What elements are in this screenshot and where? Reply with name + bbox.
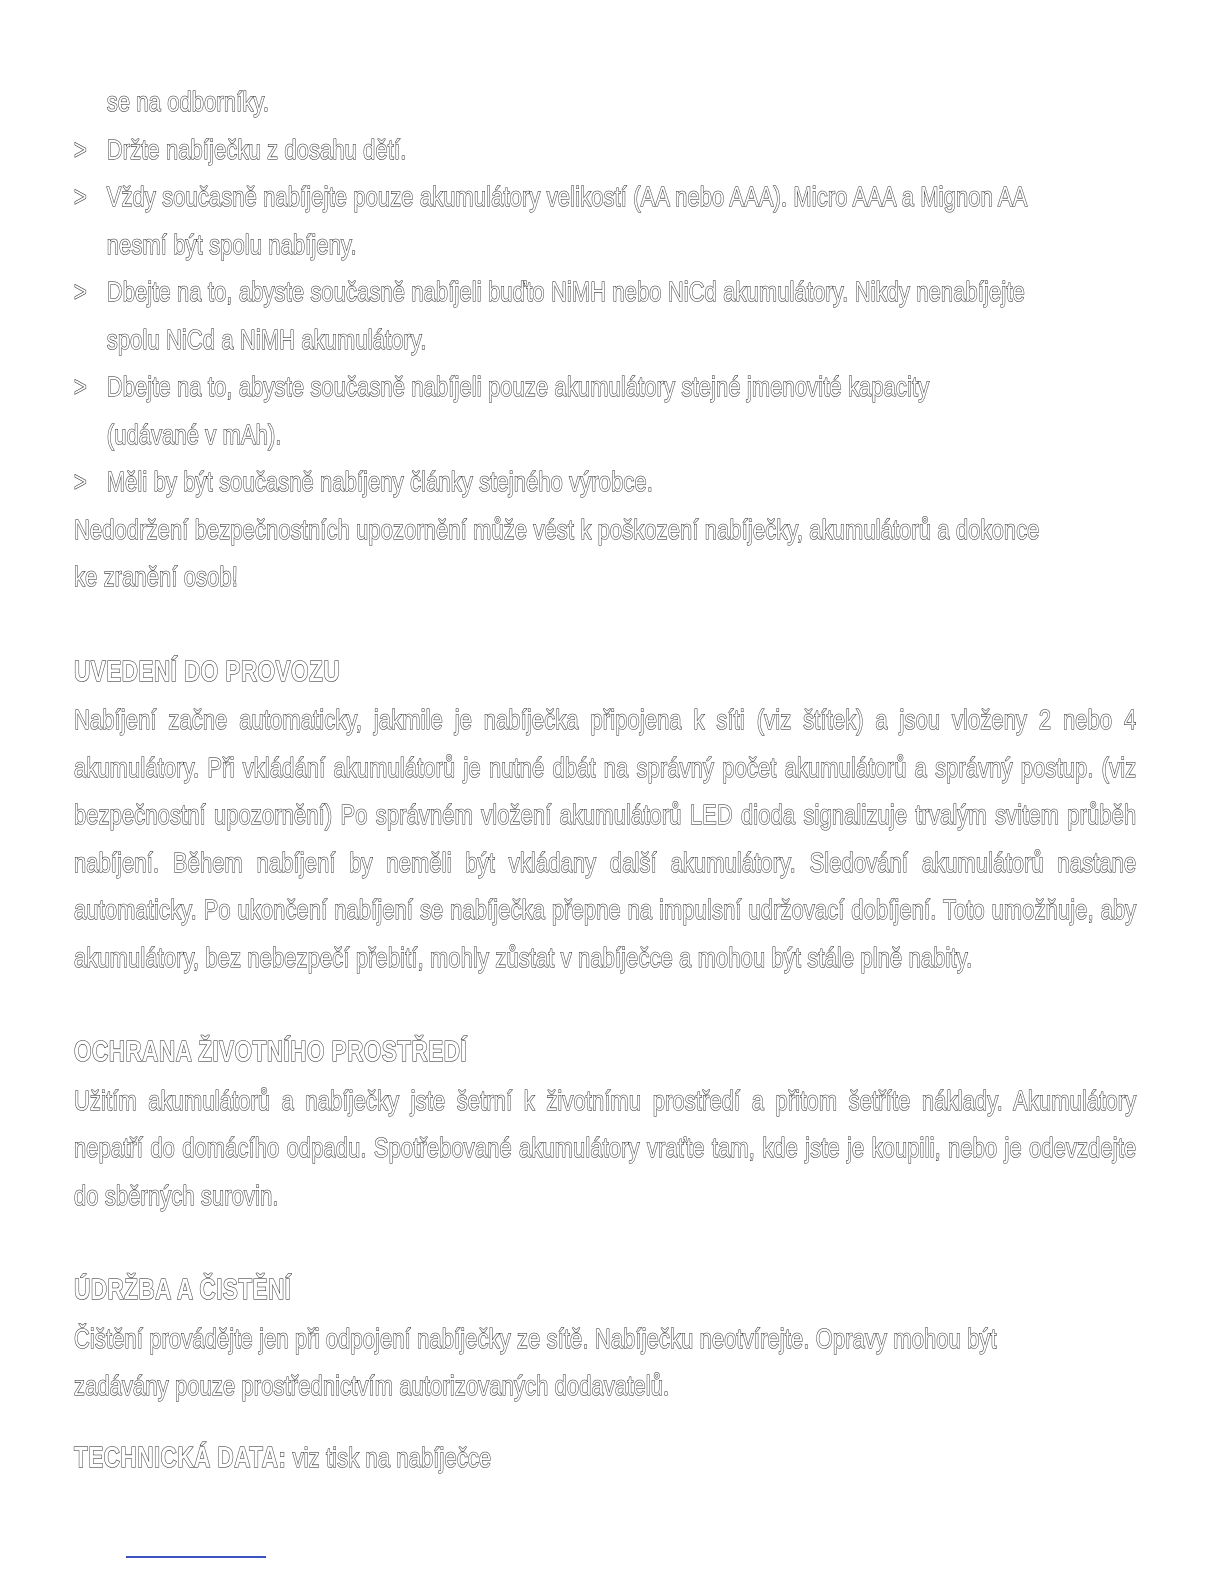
section-body: Nabíjení začne automaticky, jakmile je nabíječka připojena k síti (viz štítek) a jsou vloženy 2 nebo 4 akumulátory. Při vkládání akumulátorů je nutné dbát na správný počet akumulátorů a správný postup. (viz bezpečnostní upozornění) Po správném vložení akumulátorů LED dioda signalizuje trvalým svitem průběh nabíjení. Během nabíjení by neměli být vkládany další akumulátory. Sledování akumulátorů nastane automaticky. Po ukončení nabíjení se nabíječka přepne na impulsní udržovací dobíjení. Toto umožňuje, aby akumulátory, bez nebezpečí přebití, mohly zůstat v nabíječce a mohou být stále plně nabity. [74,704,1137,973]
section-heading: UVEDENÍ DO PROVOZU [74,655,340,688]
warning-line: ke zranění osob! [74,561,238,592]
bullet-item [74,268,1169,363]
bullet-line: spolu NiCd a NiMH akumulátory. [106,323,427,355]
section-body [74,1315,1136,1410]
bullet-marker: > [74,371,87,402]
bullet-line: Měli by být současně nabíjeny články stejného výrobce. [106,466,653,497]
body-line: zadávány pouze prostřednictvím autorizovaných dodavatelů. [74,1370,670,1401]
bullet-line: Vždy současně nabíjejte pouze akumulátory velikostí (AA nebo AAA). Micro AAA a Mignon AA [106,181,1028,212]
bullet-item [74,363,1169,458]
intro-continuation: se na odborníky. [106,86,270,117]
bullet-marker: > [74,276,87,307]
bullet-marker: > [74,181,87,212]
technical-data [74,1434,1136,1483]
bullet-item [74,173,1169,268]
bullet-line: Držte nabíječku z dosahu dětí. [106,133,407,165]
safety-bullet-list [74,126,1138,506]
section-heading: OCHRANA ŽIVOTNÍHO PROSTŘEDÍ [74,1036,467,1068]
bullet-marker: > [74,133,87,165]
section-body: Užitím akumulátorů a nabíječky jste šetrní k životnímu prostředí a přitom šetříte náklady. Akumulátory nepatří do domácího odpadu. Spotřebované akumulátory vraťte tam, kde jste je koupili, nebo je odevzdejte do sběrných surovin. [74,1084,1137,1211]
warning-line: Nedodržení bezpečnostních upozornění může vést k poškození nabíječky, akumulátorů a dokonce [74,513,1040,545]
section-maintenance [74,1267,1138,1410]
section-environment [74,1029,1138,1219]
bullet-item [74,126,1169,174]
bullet-line: Dbejte na to, abyste současně nabíjeli pouze akumulátory stejné jmenovité kapacity [106,371,930,402]
footer-rule [126,1556,266,1558]
section-heading: ÚDRŽBA A ČISTĚNÍ [74,1274,292,1306]
bullet-marker: > [74,466,87,497]
body-line: Čištění provádějte jen při odpojení nabíječky ze sítě. Nabíječku neotvírejte. Opravy mohou být [74,1322,997,1354]
bullet-line: (udávané v mAh). [106,418,282,450]
document-page [74,78,1138,1482]
safety-warning [74,506,1136,601]
technical-data-value: viz tisk na nabíječce [286,1441,492,1473]
bullet-line: nesmí být spolu nabíjeny. [106,228,357,260]
section-operation [74,649,1138,982]
technical-data-label: TECHNICKÁ DATA: [74,1441,287,1474]
bullet-line: Dbejte na to, abyste současně nabíjeli buďto NiMH nebo NiCd akumulátory. Nikdy nenabíjejte [106,276,1025,307]
bullet-item [74,458,1169,506]
